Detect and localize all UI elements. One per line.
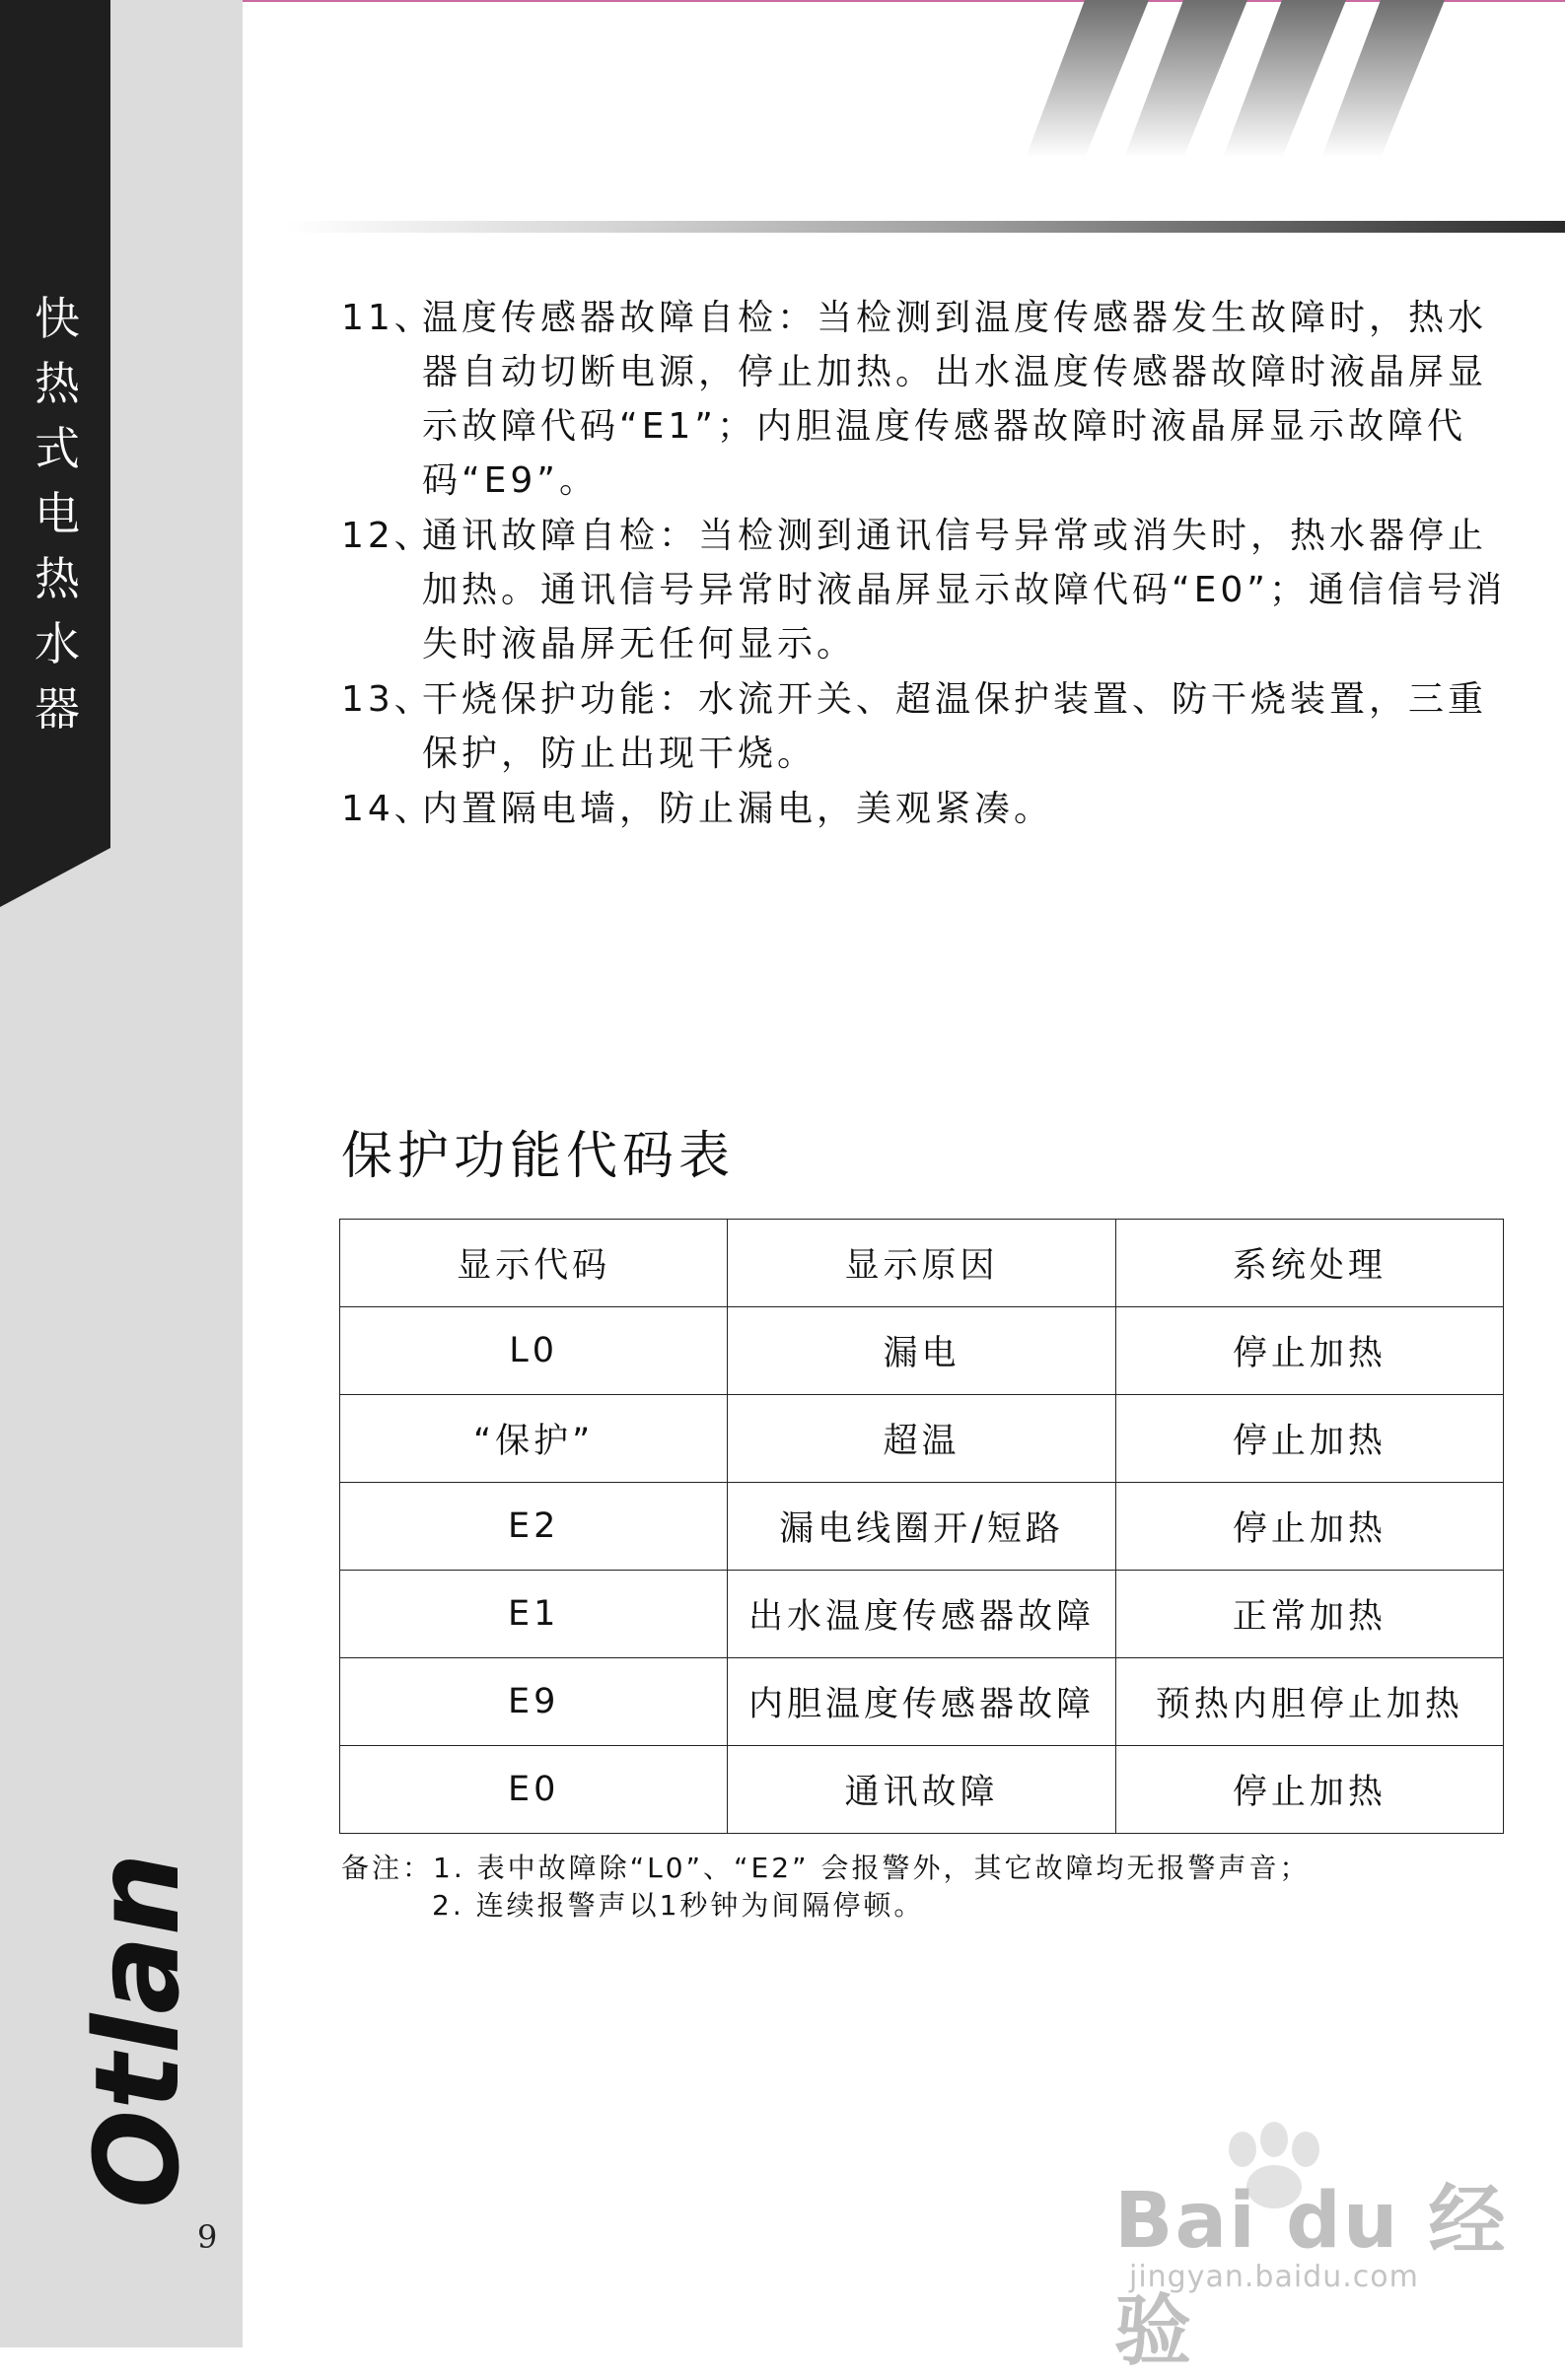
table-cell: 停止加热 (1115, 1483, 1503, 1571)
title-char: 热 (35, 552, 80, 605)
feature-number: 11、 (341, 298, 434, 338)
feature-list (341, 291, 1525, 837)
table-header-row (340, 1220, 1504, 1307)
title-char: 式 (35, 422, 80, 475)
logo-text: Otlan (69, 1853, 205, 2208)
table-row (340, 1746, 1504, 1834)
table-cell: E9 (340, 1658, 728, 1746)
watermark-url: jingyan.baidu.com (1129, 2260, 1419, 2294)
feature-item (341, 782, 1525, 836)
table-header-cell: 系统处理 (1115, 1220, 1503, 1307)
title-char: 器 (35, 682, 80, 735)
header-gradient-rule (286, 221, 1565, 233)
note-line: 备注：1. 表中故障除“L0”、“E2” 会报警外，其它故障均无报警声音； (341, 1852, 1311, 1884)
table-cell: L0 (340, 1307, 728, 1395)
table-cell: E0 (340, 1746, 728, 1834)
feature-item (341, 509, 1525, 671)
feature-number: 12、 (341, 516, 434, 556)
feature-number: 14、 (341, 789, 434, 829)
table-cell: “保护” (340, 1395, 728, 1483)
table-row (340, 1307, 1504, 1395)
table-row (340, 1483, 1504, 1571)
feature-number: 13、 (341, 679, 434, 720)
table-cell: 停止加热 (1115, 1307, 1503, 1395)
table-header-cell: 显示代码 (340, 1220, 728, 1307)
table-cell: E2 (340, 1483, 728, 1571)
table-row (340, 1395, 1504, 1483)
table-cell: 漏电线圈开/短路 (728, 1483, 1115, 1571)
title-char: 快 (35, 292, 80, 345)
watermark-brand: Bai du 经验 (1114, 2177, 1508, 2376)
feature-item (341, 291, 1525, 508)
title-char: 水 (35, 617, 80, 670)
table-cell: E1 (340, 1571, 728, 1658)
otlan-logo (69, 1794, 205, 2208)
table-cell: 停止加热 (1115, 1746, 1503, 1834)
feature-text: 通讯故障自检：当检测到通讯信号异常或消失时，热水器停止加热。通讯信号异常时液晶屏显示故障代码“E0”；通信信号消失时液晶屏无任何显示。 (422, 516, 1506, 665)
table-row (340, 1571, 1504, 1658)
feature-text: 温度传感器故障自检：当检测到温度传感器发生故障时，热水器自动切断电源，停止加热。出水温度传感器故障时液晶屏显示故障代码“E1”；内胆温度传感器故障时液晶屏显示故障代码“E9”。 (422, 298, 1488, 501)
product-vertical-title (30, 286, 85, 741)
table-cell: 停止加热 (1115, 1395, 1503, 1483)
table-cell: 内胆温度传感器故障 (728, 1658, 1115, 1746)
title-char: 电 (35, 487, 80, 540)
title-char: 热 (35, 357, 80, 410)
table-notes (341, 1850, 1310, 1925)
page-number: 9 (197, 2218, 218, 2256)
table-header-cell: 显示原因 (728, 1220, 1115, 1307)
note-line: 2. 连续报警声以1秒钟为间隔停顿。 (432, 1889, 925, 1922)
table-cell: 预热内胆停止加热 (1115, 1658, 1503, 1746)
table-cell: 正常加热 (1115, 1571, 1503, 1658)
feature-item (341, 672, 1525, 781)
protection-code-table (339, 1219, 1504, 1834)
table-row (340, 1658, 1504, 1746)
feature-text: 干烧保护功能：水流开关、超温保护装置、防干烧装置，三重保护，防止出现干烧。 (422, 679, 1488, 774)
table-cell: 漏电 (728, 1307, 1115, 1395)
table-cell: 通讯故障 (728, 1746, 1115, 1834)
header-stripes-decoration (1026, 0, 1538, 158)
table-cell: 出水温度传感器故障 (728, 1571, 1115, 1658)
table-cell: 超温 (728, 1395, 1115, 1483)
feature-text: 内置隔电墙，防止漏电，美观紧凑。 (422, 789, 1054, 829)
code-table-title: 保护功能代码表 (341, 1127, 736, 1186)
